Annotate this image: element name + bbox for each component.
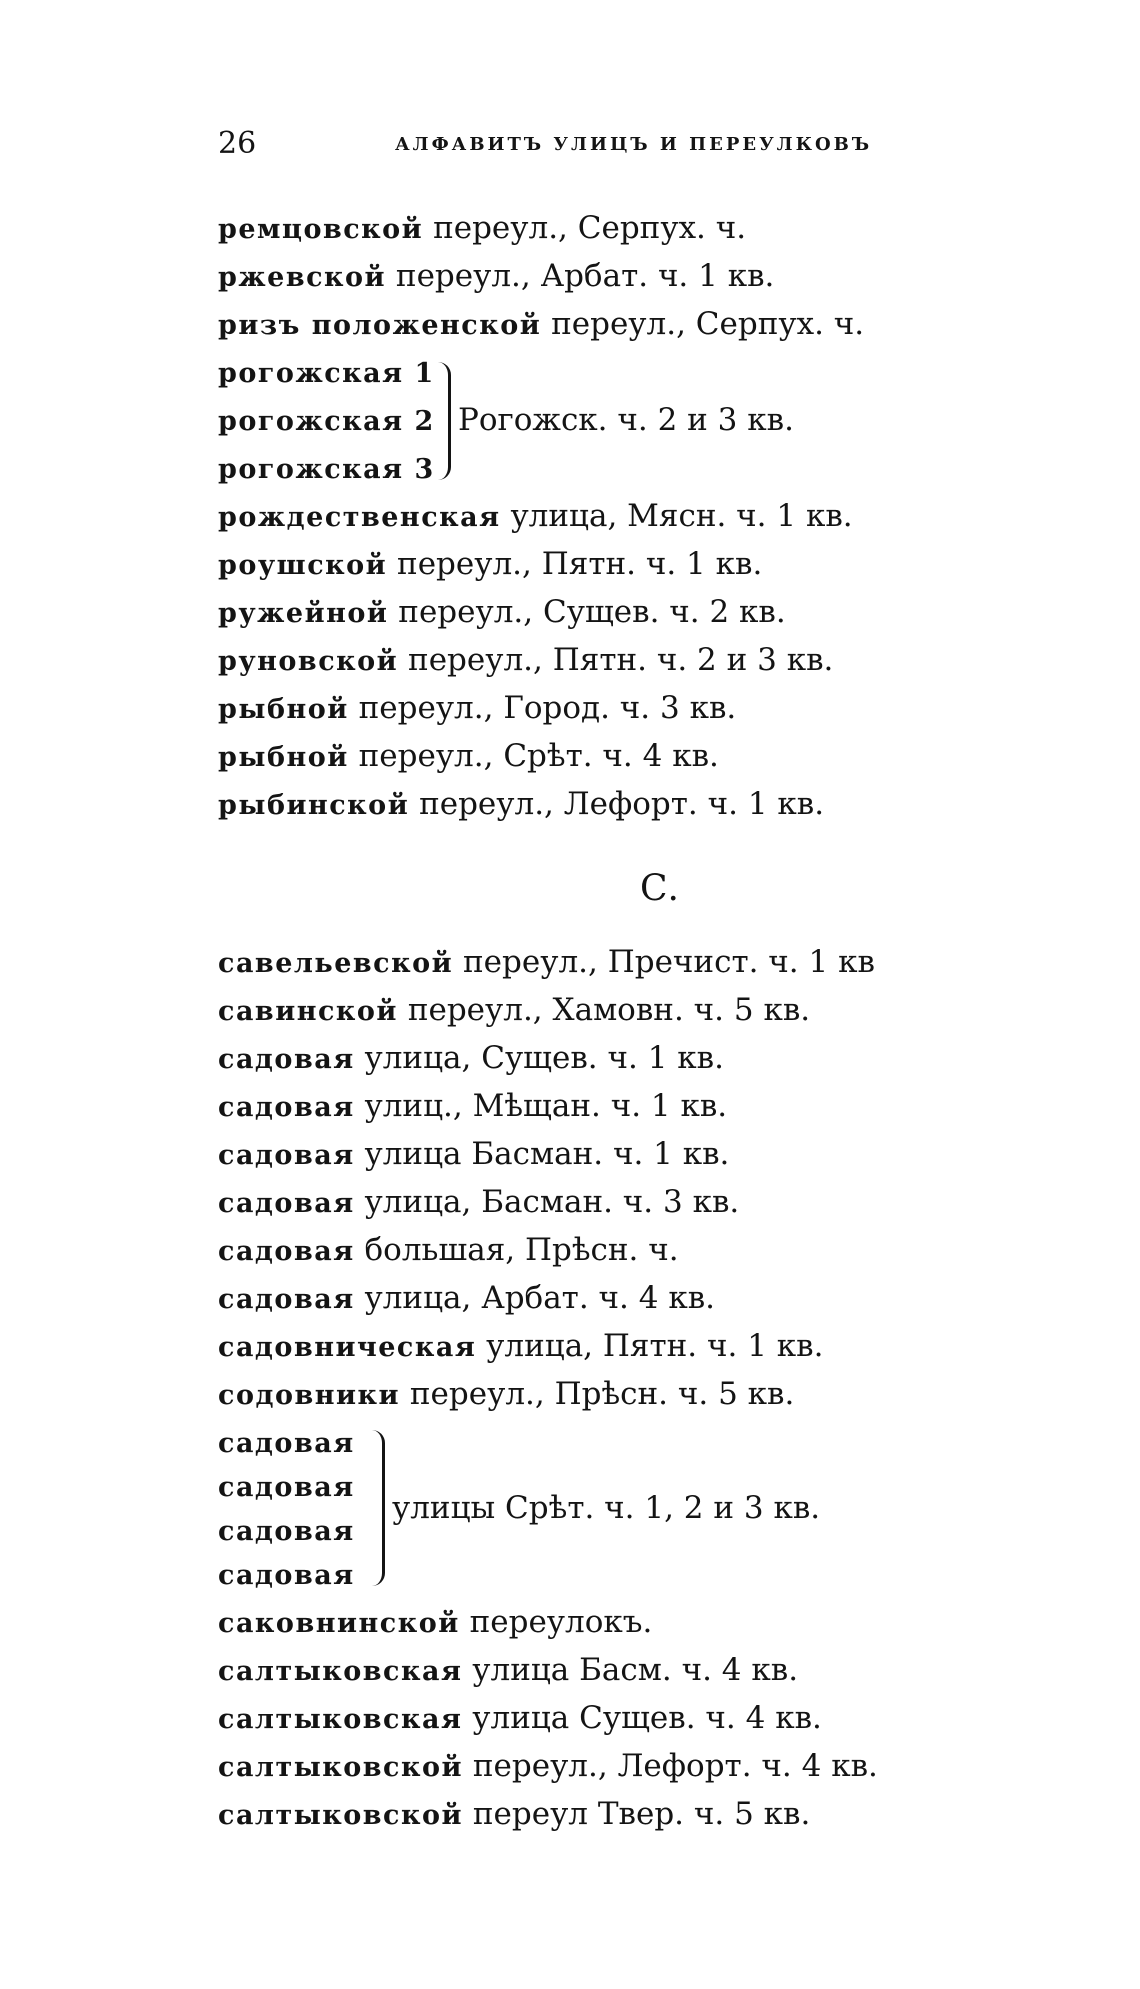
headword: саковнинской [218,1608,460,1639]
group-item [218,1420,355,1466]
entry-location: переул., Пятн. ч. 2 и 3 кв. [408,642,834,678]
headword: садовая [218,1472,355,1503]
list-item [218,638,833,684]
list-item [218,1792,810,1838]
headword: садовая [218,1188,355,1219]
entry-location: переул., Серпух. ч. [551,306,865,342]
list-item [218,1036,724,1082]
list-item [218,734,719,780]
entry-location: улица, Пятн. ч. 1 кв. [486,1328,824,1364]
entry-location: переул., Прѣсн. ч. 5 кв. [409,1376,795,1412]
headword: рождественская [218,502,501,533]
headword: салтыковской [218,1800,464,1831]
entry-location: переул., Сущев. ч. 2 кв. [398,594,786,630]
page-number: 26 [218,126,257,161]
entry-location: переул., Арбат. ч. 1 кв. [395,258,775,294]
headword: садовая [218,1044,355,1075]
entry-location: улица, Басман. ч. 3 кв. [364,1184,740,1220]
headword: садовая [218,1236,355,1267]
list-item [218,254,774,300]
headword: савинской [218,996,398,1027]
headword: рыбной [218,694,349,725]
group-item [218,446,435,492]
list-item [218,1132,729,1178]
headword: ружейной [218,598,389,629]
entry-location: переул., Лефорт. ч. 1 кв. [419,786,825,822]
headword: салтыковская [218,1704,463,1735]
group-brace [438,362,451,480]
entry-location: улица, Сущев. ч. 1 кв. [364,1040,724,1076]
entry-location: переул., Серпух. ч. [433,210,747,246]
headword: содовники [218,1380,401,1411]
page-header [218,126,958,166]
headword: ржевской [218,262,387,293]
list-item [218,940,875,986]
list-item [218,1744,878,1790]
list-item [218,1324,823,1370]
list-item [218,1372,794,1418]
headword: садовая [218,1284,355,1315]
entry-location: большая, Прѣсн. ч. [364,1232,679,1268]
headword: рогожская 2 [218,406,435,437]
list-item [218,1180,739,1226]
headword: рыбинской [218,790,410,821]
list-item [218,494,853,540]
list-item [218,686,736,732]
headword: садовая [218,1092,355,1123]
list-item [218,1276,715,1322]
headword: садовая [218,1140,355,1171]
list-item [218,590,786,636]
list-item [218,1600,652,1646]
headword: савельевской [218,948,454,979]
headword: садовническая [218,1332,477,1363]
entry-location: переул., Срѣт. ч. 4 кв. [358,738,719,774]
headword: садовая [218,1428,355,1459]
group-location: улицы Срѣт. ч. 1, 2 и 3 кв. [392,1490,821,1526]
headword: роушской [218,550,388,581]
group-item [218,398,435,444]
entry-location: переул., Пречист. ч. 1 кв [463,944,875,980]
headword: салтыковская [218,1656,463,1687]
list-item [218,206,746,252]
headword: салтыковской [218,1752,464,1783]
group-location: Рогожск. ч. 2 и 3 кв. [458,402,794,438]
entry-location: улица, Мясн. ч. 1 кв. [510,498,853,534]
headword: садовая [218,1516,355,1547]
entry-location: переул., Пятн. ч. 1 кв. [397,546,763,582]
list-item [218,1228,679,1274]
entry-location: переул., Город. ч. 3 кв. [358,690,737,726]
headword: ремцовской [218,214,424,245]
entry-location: улица Басман. ч. 1 кв. [364,1136,730,1172]
list-item [218,1648,798,1694]
section-letter: С. [640,868,679,909]
list-item [218,1696,822,1742]
headword: рогожская 1 [218,358,435,389]
entry-location: улица, Арбат. ч. 4 кв. [364,1280,716,1316]
list-item [218,302,864,348]
headword: ризъ положенской [218,310,542,341]
headword: рогожская 3 [218,454,435,485]
headword: рыбной [218,742,349,773]
list-item [218,1084,727,1130]
headword: руновской [218,646,399,677]
entry-location: переул Твер. ч. 5 кв. [472,1796,811,1832]
list-item [218,782,824,828]
group-item [218,1552,355,1598]
entry-location: улиц., Мѣщан. ч. 1 кв. [364,1088,728,1124]
running-head: АЛФАВИТЪ УЛИЦЪ И ПЕРЕУЛКОВЪ [395,134,873,155]
entry-location: переул., Хамовн. ч. 5 кв. [407,992,811,1028]
list-item [218,988,810,1034]
entry-location: переул., Лефорт. ч. 4 кв. [472,1748,878,1784]
group-item [218,1464,355,1510]
list-item [218,542,762,588]
headword: садовая [218,1560,355,1591]
entry-location: переулокъ. [469,1604,653,1640]
entry-location: улица Басм. ч. 4 кв. [472,1652,799,1688]
group-item [218,350,435,396]
group-brace [372,1430,385,1586]
group-item [218,1508,355,1554]
entry-location: улица Сущев. ч. 4 кв. [472,1700,822,1736]
